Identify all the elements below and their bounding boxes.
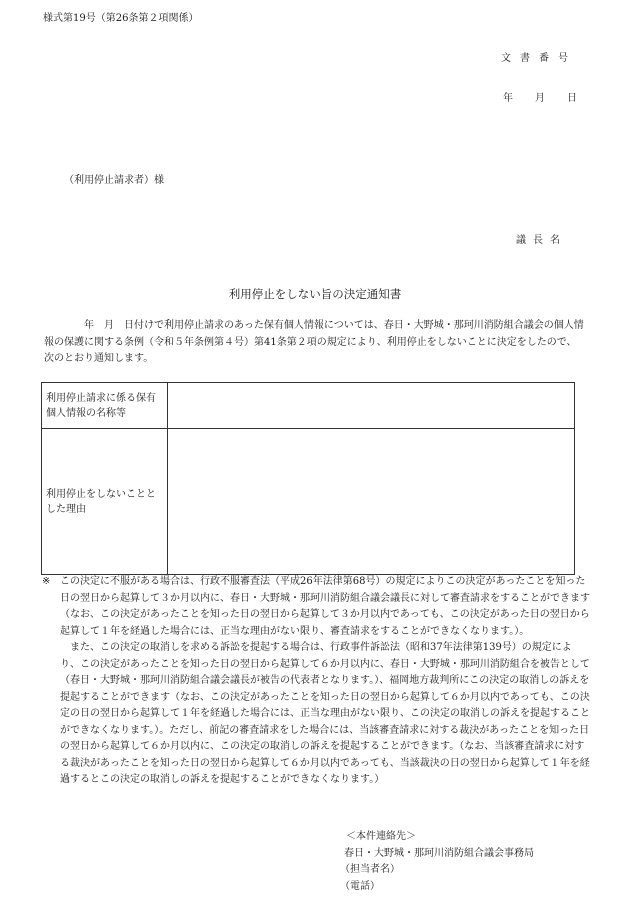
date-day: 日 — [567, 93, 577, 104]
sender: 議長名 — [516, 235, 567, 246]
row2-label: 利用停止をしないこととした理由 — [42, 429, 168, 575]
recipient: （利用停止請求者）様 — [64, 175, 164, 186]
date-line — [503, 90, 577, 107]
document-title: 利用停止をしない旨の決定通知書 — [228, 287, 402, 301]
contact-phone: （電話） — [340, 880, 380, 892]
date-year: 年 — [503, 93, 513, 104]
notes — [42, 574, 590, 789]
row1-value — [168, 383, 575, 429]
contact-person: （担当者名） — [340, 864, 400, 875]
form-number: 様式第19号（第26条第２項関係） — [43, 13, 199, 24]
row1-label: 利用停止請求に係る保有個人情報の名称等 — [42, 383, 168, 429]
date-month: 月 — [535, 93, 545, 104]
body-text: 年 月 日付けで利用停止請求のあった保有個人情報については、春日・大野城・那珂川消防組合議会の個人情報の保護に関する条例（令和５年条例第４号）第41条第２項の規定により、利用停止をしないことに決定をしたので、次のとおり通知します。 — [44, 320, 584, 364]
contact-office: 春日・大野城・那珂川消防組合議会事務局 — [344, 847, 534, 859]
document-number: 文書番号 — [501, 53, 577, 64]
note-paragraph-2: また、この決定の取消しを求める訴訟を提起する場合は、行政事件訴訟法（昭和37年法律第139号）の規定により、この決定があったことを知った日の翌日から起算して６か月以内に、春日・大野城・那珂川消防組合を被告として（春日・大野城・那珂川消防組合議会議長が被告の代表者となります。）、福岡地方裁判所にこの決定の取消しの訴えを提起することができます（なお、この決定があったことを知った日の翌日から起算して６か月以内であっても、この決定の日の翌日から起算して１年を経過した場合には、正当な理由がない限り、この決定の取消しの訴えを提起することができなくなります。）。ただし、前記の審査請求をした場合には、当該審査請求に対する裁決があったことを知った日の翌日から起算して６か月以内に、この決定の取消しの訴えを提起することができます。（なお、当該審査請求に対する裁決があったことを知った日の翌日から起算して６か月以内であっても、当該裁決の日の翌日から起算して１年を経過するとこの決定の取消しの訴えを提起することができなくなります。） — [60, 642, 590, 785]
row2-value — [168, 429, 575, 575]
contact-block — [340, 829, 534, 895]
note-mark: ※ — [42, 576, 51, 587]
detail-table — [41, 382, 575, 575]
table-row — [42, 383, 575, 429]
note-text-1: この決定に不服がある場合は、行政不服審査法（平成26年法律第68号）の規定によりこの決定があったことを知った日の翌日から起算して３か月以内に、春日・大野城・那珂川消防組合議会議長に対して審査請求をすることができます（なお、この決定があったことを知った日の翌日から起算して３か月以内であっても、この決定があった日の翌日から起算して１年を経過した場合には、正当な理由がない限り、審査請求をすることができなくなります。）。 — [60, 576, 590, 637]
table-row — [42, 429, 575, 575]
note-paragraph-1 — [42, 574, 590, 640]
contact-heading: ＜本件連絡先＞ — [346, 831, 416, 842]
